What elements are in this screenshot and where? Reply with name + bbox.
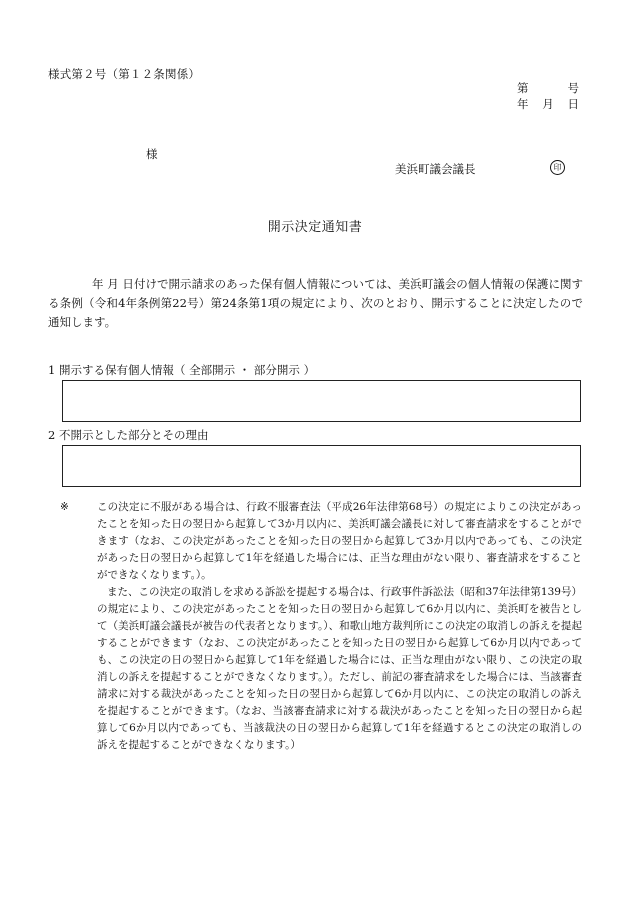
document-number-block: [517, 80, 579, 112]
date-month-label: 月: [542, 97, 554, 111]
body-text: 年 月 日付けで開示請求のあった保有個人情報については、美浜町議会の個人情報の保護に関する条例（令和4年条例第22号）第24条第1項の規定により、次のとおり、開示することに決定したので通知します。: [48, 277, 583, 329]
date-day-label: 日: [567, 97, 579, 111]
addressee-honorific: 様: [146, 147, 158, 161]
seal-icon: 印: [550, 160, 565, 175]
document-number-prefix: 第: [517, 81, 529, 95]
appeal-notice-paragraph-2: [60, 584, 582, 754]
issuer-name: 美浜町議会議長: [395, 162, 476, 176]
appeal-notice: [60, 499, 582, 754]
appeal-notice-paragraph-1: [60, 499, 582, 584]
disclosed-info-field[interactable]: [62, 380, 581, 422]
date-year-label: 年: [517, 97, 529, 111]
document-number-suffix: 号: [567, 81, 579, 95]
undisclosed-reason-field[interactable]: [62, 445, 581, 487]
reference-mark: ※: [60, 501, 69, 513]
appeal-notice-text-1: この決定に不服がある場合は、行政不服審査法（平成26年法律第68号）の規定によりこの決定があったことを知った日の翌日から起算して3か月以内に、美浜町議会議長に対して審査請求をすることができます（なお、この決定があったことを知った日の翌日から起算して3か月以内であっても、この決定があった日の翌日から起算して1年を経過した場合には、正当な理由がない限り、審査請求をすることができなくなります。）。: [97, 501, 582, 581]
document-number-line: [517, 80, 579, 96]
body-paragraph: [48, 275, 583, 332]
appeal-notice-text-2: また、この決定の取消しを求める訴訟を提起する場合は、行政事件訴訟法（昭和37年法律第139号）の規定により、この決定があったことを知った日の翌日から起算して6か月以内に、美浜町を被告として（美浜町議会議長が被告の代表者となります。）、和歌山地方裁判所にこの決定の取消しの訴えを提起することができます（なお、この決定があったことを知った日の翌日から起算して6か月以内であっても、この決定の日の翌日から起算して1年を経過した場合には、正当な理由がない限り、この決定の取消しの訴えを提起することができなくなります。）。ただし、前記の審査請求をした場合には、当該審査請求に対する裁決があったことを知った日の翌日から起算して6か月以内に、この決定の取消しの訴えを提起することができます。（なお、当該審査請求に対する裁決があったことを知った日の翌日から起算して6か月以内であっても、当該裁決の日の翌日から起算して1年を経過するとこの決定の取消しの訴えを提起することができなくなります。）: [97, 586, 582, 751]
document-title: 開示決定通知書: [267, 220, 363, 235]
form-number: 様式第２号（第１２条関係）: [48, 67, 201, 81]
item-undisclosed-reason-label: 2 不開示とした部分とその理由: [48, 428, 209, 442]
item-disclosed-info-label: 1 開示する保有個人情報（ 全部開示 ・ 部分開示 ）: [48, 363, 316, 377]
issue-date-line: [517, 96, 579, 112]
